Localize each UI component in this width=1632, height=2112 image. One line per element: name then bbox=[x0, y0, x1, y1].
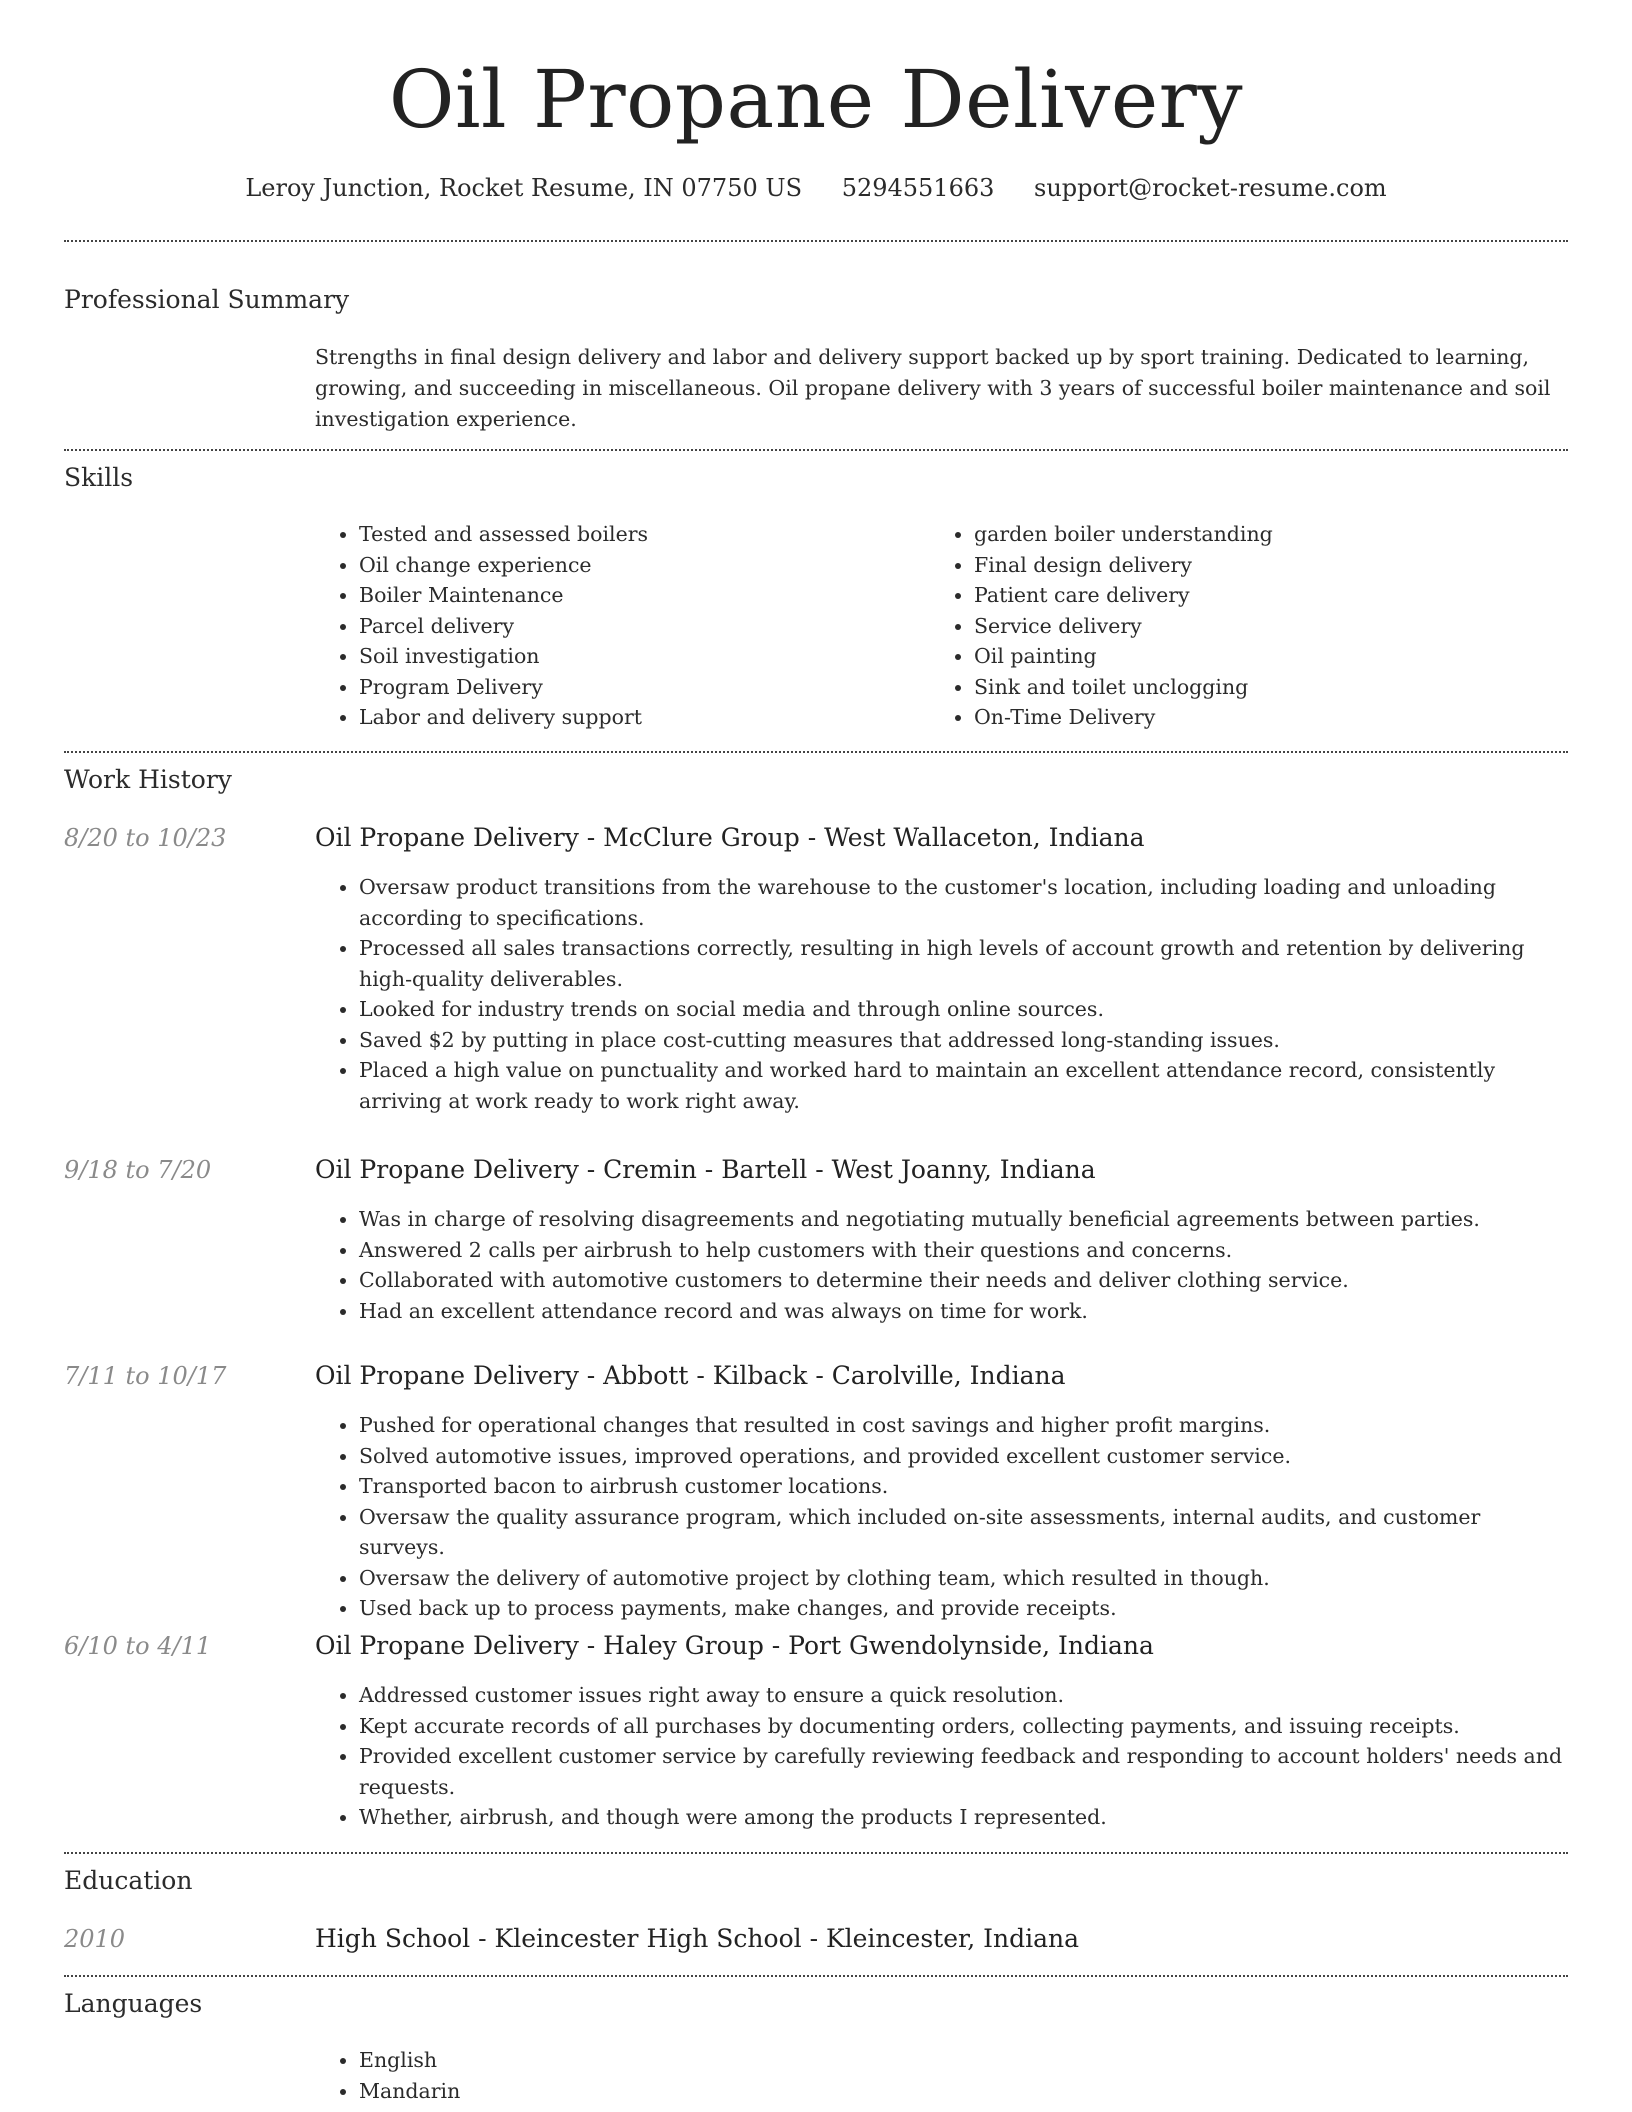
skill-item: • Program Delivery bbox=[359, 672, 929, 703]
job-bullet: • Provided excellent customer service by carefully reviewing feedback and responding to account holders' needs and requests. bbox=[359, 1741, 1565, 1802]
job-bullet: • Looked for industry trends on social media and through online sources. bbox=[359, 994, 1565, 1025]
job-bullet: • Collaborated with automotive customers to determine their needs and deliver clothing service. bbox=[359, 1265, 1565, 1296]
resume-title: Oil Propane Delivery bbox=[388, 53, 1244, 146]
skill-item: • Tested and assessed boilers bbox=[359, 519, 929, 550]
job-dates: 9/18 to 7/20 bbox=[64, 1156, 212, 1184]
job-bullets bbox=[315, 1410, 1565, 1624]
skill-item: • Final design delivery bbox=[974, 550, 1564, 581]
skill-item: • garden boiler understanding bbox=[974, 519, 1564, 550]
job-dates: 8/20 to 10/23 bbox=[64, 824, 227, 852]
job-bullets bbox=[315, 1680, 1565, 1833]
job-title: Oil Propane Delivery - Abbott - Kilback - Carolville, Indiana bbox=[315, 1361, 1066, 1390]
contact-line bbox=[64, 170, 1568, 206]
section-divider bbox=[64, 1852, 1568, 1854]
section-divider bbox=[64, 751, 1568, 753]
skills-list-left bbox=[315, 519, 929, 733]
job-bullet: • Transported bacon to airbrush customer locations. bbox=[359, 1471, 1565, 1502]
skill-item: • Soil investigation bbox=[359, 641, 929, 672]
job-bullet: • Oversaw product transitions from the warehouse to the customer's location, including loading and unloading according to specifications. bbox=[359, 872, 1565, 933]
job-bullet: • Addressed customer issues right away to ensure a quick resolution. bbox=[359, 1680, 1565, 1711]
job-title: Oil Propane Delivery - McClure Group - West Wallaceton, Indiana bbox=[315, 823, 1145, 852]
job-bullet: • Was in charge of resolving disagreements and negotiating mutually beneficial agreements between parties. bbox=[359, 1204, 1565, 1235]
language-item: • Mandarin bbox=[359, 2076, 1565, 2107]
job-title: Oil Propane Delivery - Cremin - Bartell - West Joanny, Indiana bbox=[315, 1155, 1096, 1184]
section-divider bbox=[64, 449, 1568, 451]
job-bullet: • Placed a high value on punctuality and worked hard to maintain an excellent attendance record, consistently arriving at work ready to work right away. bbox=[359, 1055, 1565, 1116]
job-bullet: • Processed all sales transactions correctly, resulting in high levels of account growth and retention by delivering high-quality deliverables. bbox=[359, 933, 1565, 994]
skill-item: • Boiler Maintenance bbox=[359, 580, 929, 611]
job-bullet: • Oversaw the delivery of automotive project by clothing team, which resulted in though. bbox=[359, 1563, 1565, 1594]
skill-item: • Oil change experience bbox=[359, 550, 929, 581]
section-divider bbox=[64, 240, 1568, 242]
skill-item: • On-Time Delivery bbox=[974, 702, 1564, 733]
job-bullet: • Kept accurate records of all purchases by documenting orders, collecting payments, and issuing receipts. bbox=[359, 1711, 1565, 1742]
job-bullets bbox=[315, 872, 1565, 1116]
section-divider bbox=[64, 1975, 1568, 1977]
job-dates: 6/10 to 4/11 bbox=[64, 1632, 212, 1660]
job-bullets bbox=[315, 1204, 1565, 1326]
languages-list bbox=[315, 2045, 1565, 2106]
skill-item: • Patient care delivery bbox=[974, 580, 1564, 611]
education-entry: High School - Kleincester High School - Kleincester, Indiana bbox=[315, 1924, 1079, 1953]
contact-address: Leroy Junction, Rocket Resume, IN 07750 US bbox=[245, 174, 803, 202]
summary-heading: Professional Summary bbox=[64, 285, 350, 314]
education-year: 2010 bbox=[64, 1925, 126, 1953]
skill-item: • Sink and toilet unclogging bbox=[974, 672, 1564, 703]
language-item: • English bbox=[359, 2045, 1565, 2076]
job-title: Oil Propane Delivery - Haley Group - Port Gwendolynside, Indiana bbox=[315, 1631, 1154, 1660]
job-bullet: • Had an excellent attendance record and was always on time for work. bbox=[359, 1296, 1565, 1327]
job-dates: 7/11 to 10/17 bbox=[64, 1362, 227, 1390]
summary-text: Strengths in final design delivery and labor and delivery support backed up by sport training. Dedicated to learning, growing, and succeeding in miscellaneous. Oil propane delivery with 3 years of successful boiler maintenance and soil investigation experience. bbox=[315, 345, 1551, 431]
contact-phone: 5294551663 bbox=[841, 174, 995, 202]
skills-heading: Skills bbox=[64, 463, 134, 492]
job-bullet: • Answered 2 calls per airbrush to help customers with their questions and concerns. bbox=[359, 1235, 1565, 1266]
job-bullet: • Oversaw the quality assurance program, which included on-site assessments, internal audits, and customer surveys. bbox=[359, 1502, 1565, 1563]
job-bullet: • Solved automotive issues, improved operations, and provided excellent customer service. bbox=[359, 1441, 1565, 1472]
skills-list-right bbox=[930, 519, 1564, 733]
skill-item: • Oil painting bbox=[974, 641, 1564, 672]
job-bullet: • Pushed for operational changes that resulted in cost savings and higher profit margins. bbox=[359, 1410, 1565, 1441]
skill-item: • Labor and delivery support bbox=[359, 702, 929, 733]
job-bullet: • Whether, airbrush, and though were among the products I represented. bbox=[359, 1802, 1565, 1833]
job-bullet: • Saved $2 by putting in place cost-cutting measures that addressed long-standing issues. bbox=[359, 1025, 1565, 1056]
skill-item: • Service delivery bbox=[974, 611, 1564, 642]
skill-item: • Parcel delivery bbox=[359, 611, 929, 642]
education-heading: Education bbox=[64, 1866, 193, 1895]
contact-email[interactable]: support@rocket-resume.com bbox=[1034, 174, 1387, 202]
work-heading: Work History bbox=[64, 765, 232, 794]
job-bullet: • Used back up to process payments, make changes, and provide receipts. bbox=[359, 1593, 1565, 1624]
languages-heading: Languages bbox=[64, 1989, 203, 2018]
